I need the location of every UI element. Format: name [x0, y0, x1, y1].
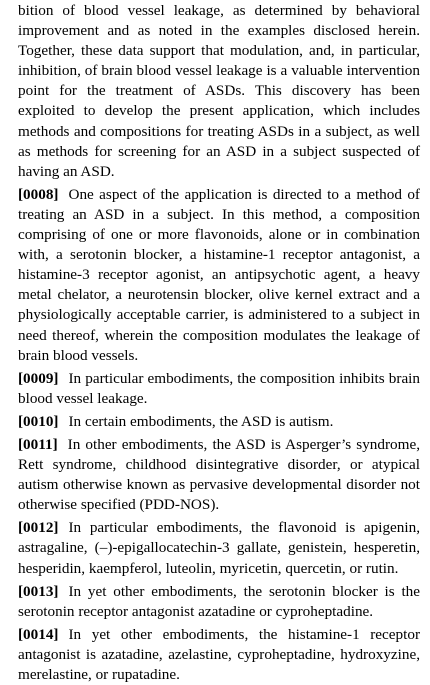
- paragraph-text: In yet other embodiments, the histamine-1 receptor antagonist is azatadine, azelastine, cyproheptadine, hydroxyzine, merelastine, or rupatadine.: [18, 625, 420, 683]
- paragraph-number: [0012]: [18, 519, 59, 537]
- paragraph-0011: [18, 435, 420, 515]
- paragraph-text: One aspect of the application is directed to a method of treating an ASD in a subject. In this method, a composition comprising of one or more flavonoids, alone or in combination with, a serotonin blocker, a histamine-1 receptor antagonist, a histamine-3 receptor agonist, an antipsychotic agent, a heavy metal chelator, a neurotensin blocker, olive kernel extract and a physiologically acceptable carrier, is administered to a subject in need thereof, wherein the composition modulates the leakage of brain blood vessels.: [18, 185, 420, 364]
- paragraph-number: [0013]: [18, 582, 59, 600]
- paragraph-text: In yet other embodiments, the serotonin blocker is the serotonin receptor antagonist azatadine or cyproheptadine.: [18, 582, 420, 620]
- paragraph-0010: [18, 412, 420, 432]
- paragraph-number: [0014]: [18, 625, 59, 643]
- paragraph-0013: [18, 582, 420, 622]
- paragraph-number: [0010]: [18, 412, 59, 430]
- paragraph-continuation: [18, 1, 420, 182]
- paragraph-text: In other embodiments, the ASD is Asperger’s syndrome, Rett syndrome, childhood disintegrative disorder, or atypical autism otherwise known as pervasive developmental disorder not otherwise specified (PDD-NOS).: [18, 435, 420, 514]
- paragraph-0008: [18, 185, 420, 366]
- paragraph-text: In particular embodiments, the composition inhibits brain blood vessel leakage.: [18, 369, 420, 407]
- paragraph-0009: [18, 369, 420, 409]
- paragraph-text: bition of blood vessel leakage, as determined by behavioral improvement and as noted in the examples disclosed herein. Together, these data support that modulation, and, in particular, inhibition, of brain blood vessel leakage is a valuable intervention point for the treatment of ASDs. This discovery has been exploited to develop the present application, which includes methods and compositions for treating ASDs in a subject, as well as methods for screening for an ASD in a subject suspected of having an ASD.: [18, 2, 420, 180]
- paragraph-0014: [18, 625, 420, 685]
- paragraph-text: In particular embodiments, the flavonoid is apigenin, astragaline, (–)-epigallocatechin-3 gallate, genistein, hesperetin, hesperidin, kaempferol, luteolin, myricetin, quercetin, or rutin.: [18, 519, 420, 577]
- paragraph-text: In certain embodiments, the ASD is autism.: [68, 412, 334, 430]
- paragraph-number: [0008]: [18, 185, 59, 203]
- paragraph-number: [0009]: [18, 369, 59, 387]
- paragraph-0012: [18, 518, 420, 578]
- paragraph-number: [0011]: [18, 435, 58, 453]
